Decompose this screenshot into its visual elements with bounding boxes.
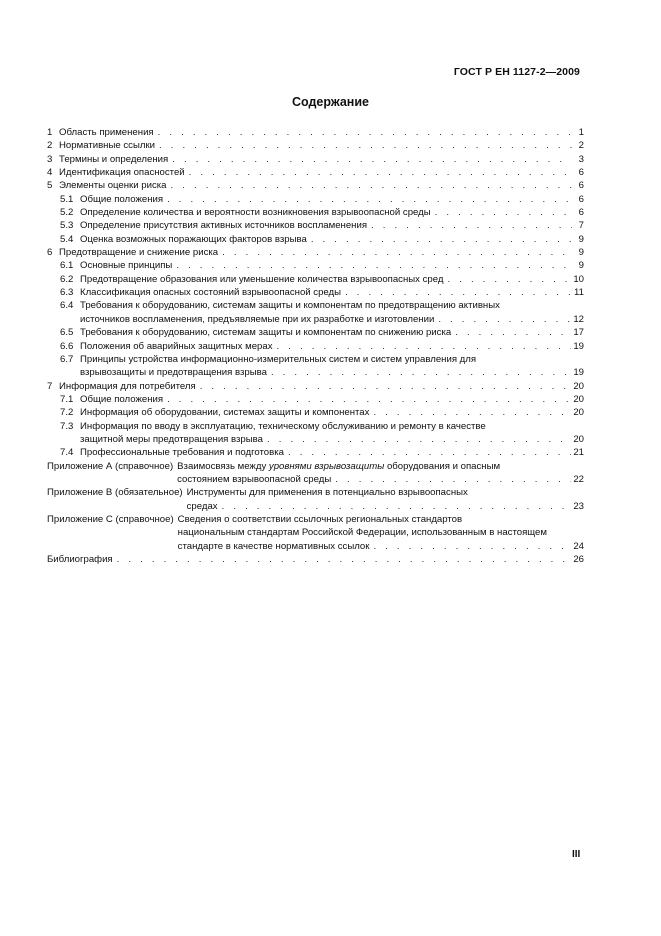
toc-entry-title: Область применения xyxy=(59,127,154,138)
dot-leader xyxy=(367,219,572,232)
toc-entry-number: 6.1 xyxy=(60,260,74,272)
toc-entry-6-2[interactable] xyxy=(47,273,584,286)
toc-entry-title: Профессиональные требования и подготовка xyxy=(80,447,284,459)
toc-entry-title: Положения об аварийных защитных мерах xyxy=(80,340,273,352)
toc-page-number: 7 xyxy=(578,220,584,232)
toc-entry-annex-a[interactable] xyxy=(47,460,584,487)
dot-leader xyxy=(273,340,572,353)
toc-page-number: 24 xyxy=(573,540,584,552)
toc-entry-title-line: Информация по вводу в эксплуатацию, техническому обслуживанию и ремонту в качестве xyxy=(80,420,486,432)
dot-leader xyxy=(113,553,572,566)
toc-entry-number: 6.7 xyxy=(60,353,74,365)
toc-entry-number: 6.6 xyxy=(60,340,74,352)
toc-entry-5[interactable] xyxy=(47,179,584,192)
toc-entry-annex-b[interactable] xyxy=(47,486,584,513)
dot-leader xyxy=(444,273,572,286)
toc-entry-6-4[interactable] xyxy=(47,299,584,326)
dot-leader xyxy=(172,259,572,272)
page-number: III xyxy=(572,849,581,860)
toc-page-number: 20 xyxy=(573,407,584,419)
toc-entry-number: 6.2 xyxy=(60,273,74,285)
toc-entry-number: 6.4 xyxy=(60,300,74,312)
toc-entry-title: Оценка возможных поражающих факторов взрыва xyxy=(80,233,307,245)
toc-entry-2[interactable] xyxy=(47,139,584,152)
dot-leader xyxy=(168,153,572,166)
toc-entry-title-line: Принципы устройства информационно-измерительных систем и систем управления для xyxy=(80,353,477,365)
toc-entry-title: Информация об оборудовании, системах защиты и компонентах xyxy=(80,407,370,419)
toc-entry-title: Определение присутствия активных источников воспламенения xyxy=(80,220,368,232)
toc-entry-title: Библиография xyxy=(47,554,113,565)
dot-leader xyxy=(154,126,572,139)
dot-leader xyxy=(284,446,571,459)
toc-page-number: 9 xyxy=(578,233,584,245)
dot-leader xyxy=(434,313,571,326)
page-title: Содержание xyxy=(291,95,369,109)
toc-page-number: 21 xyxy=(573,447,584,459)
dot-leader xyxy=(431,206,572,219)
toc-entry-3[interactable] xyxy=(47,153,584,166)
toc-entry-number: 6.5 xyxy=(60,327,74,339)
toc-entry-title-line: Сведения о соответствии ссылочных региональных стандартов xyxy=(177,513,463,525)
dot-leader xyxy=(185,166,572,179)
toc-entry-6-3[interactable] xyxy=(47,286,584,299)
toc-entry-4[interactable] xyxy=(47,166,584,179)
toc-entry-number: 7.4 xyxy=(60,447,74,459)
toc-page-number: 3 xyxy=(578,153,584,165)
toc-entry-number: 5.1 xyxy=(60,193,74,205)
toc-page-number: 19 xyxy=(573,367,584,379)
toc-entry-6-1[interactable] xyxy=(47,259,584,272)
dot-leader xyxy=(267,366,571,379)
toc-page-number: 9 xyxy=(578,247,584,259)
toc-page-number: 20 xyxy=(573,393,584,405)
toc-page-number: 26 xyxy=(573,554,584,565)
toc-entry-7-2[interactable] xyxy=(47,406,584,419)
toc-entry-title: Общие положения xyxy=(80,193,164,205)
toc-entry-title: Требования к оборудованию, системам защиты и компонентам по снижению риска xyxy=(80,327,452,339)
toc-page-number: 23 xyxy=(573,500,584,512)
toc-entry-number: 7.2 xyxy=(60,407,74,419)
toc-entry-title-line: защитной меры предотвращения взрыва xyxy=(80,433,263,445)
toc-entry-title: Нормативные ссылки xyxy=(59,140,156,152)
toc-entry-title: Информация для потребителя xyxy=(59,380,196,392)
toc-page-number: 1 xyxy=(578,127,584,138)
document-code: ГОСТ Р ЕН 1127-2—2009 xyxy=(453,66,580,78)
toc-entry-number: 1 xyxy=(47,127,53,138)
dot-leader xyxy=(263,433,571,446)
toc-page-number: 6 xyxy=(578,207,584,219)
toc-entry-number: 7.3 xyxy=(60,420,74,432)
dot-leader xyxy=(369,406,571,419)
toc-page-number: 6 xyxy=(578,180,584,192)
toc-page-number: 2 xyxy=(578,140,584,152)
toc-entry-title-line: Инструменты для применения в потенциально взрывоопасных xyxy=(186,487,468,499)
toc-page-number: 6 xyxy=(578,167,584,179)
toc-entry-6[interactable] xyxy=(47,246,584,259)
toc-entry-title-line: Взаимосвязь между уровнями взрывозащиты оборудования и опасным xyxy=(177,460,501,472)
toc-entry-number: 5.2 xyxy=(60,207,74,219)
dot-leader xyxy=(155,139,572,152)
toc-entry-title-line: Требования к оборудованию, системам защиты и компонентам по предотвращению активных xyxy=(80,300,500,312)
dot-leader xyxy=(163,193,572,206)
toc-entry-number: 6 xyxy=(47,247,53,259)
toc-entry-title-line: состоянием взрывоопасной среды xyxy=(177,473,332,485)
toc-entry-7[interactable] xyxy=(47,380,584,393)
toc-entry-number: 2 xyxy=(47,140,53,152)
annex-label: Приложение В (обязательное) xyxy=(47,487,183,499)
toc-entry-title: Термины и определения xyxy=(59,153,169,165)
toc-entry-title-line: взрывозащиты и предотвращения взрыва xyxy=(80,367,267,379)
toc-page-number: 12 xyxy=(573,313,584,325)
toc-entry-title: Общие положения xyxy=(80,393,164,405)
dot-leader xyxy=(341,286,572,299)
toc-entry-5-3[interactable] xyxy=(47,219,584,232)
toc-entry-6-5[interactable] xyxy=(47,326,584,339)
toc-entry-7-4[interactable] xyxy=(47,446,584,459)
toc-entry-title-line: средах xyxy=(186,500,218,512)
toc-entry-title: Классификация опасных состояний взрывоопасной среды xyxy=(80,287,342,299)
toc-entry-6-7[interactable] xyxy=(47,353,584,380)
toc-entry-6-6[interactable] xyxy=(47,340,584,353)
dot-leader xyxy=(167,179,572,192)
toc-page-number: 11 xyxy=(574,287,584,299)
toc-entry-number: 7 xyxy=(47,380,53,392)
dot-leader xyxy=(218,500,572,513)
toc-page-number: 20 xyxy=(573,433,584,445)
toc-entry-title: Основные принципы xyxy=(80,260,173,272)
toc-page-number: 20 xyxy=(573,380,584,392)
toc-entry-title-line: источников воспламенения, предъявляемые при их разработке и изготовлении xyxy=(80,313,435,325)
toc-page-number: 17 xyxy=(573,327,584,339)
dot-leader xyxy=(218,246,572,259)
toc-entry-1[interactable] xyxy=(47,126,584,139)
toc-entry-7-3[interactable] xyxy=(47,420,584,447)
toc-entry-title-line: стандарте в качестве нормативных ссылок xyxy=(177,540,370,552)
toc-entry-number: 6.3 xyxy=(60,287,74,299)
dot-leader xyxy=(331,473,571,486)
toc-entry-number: 5.3 xyxy=(60,220,74,232)
annex-label: Приложение С (справочное) xyxy=(47,513,174,525)
dot-leader xyxy=(196,380,572,393)
toc-entry-title: Определение количества и вероятности возникновения взрывоопасной среды xyxy=(80,207,431,219)
toc-entry-title-line: национальным стандартам Российской Федерации, использованным в настоящем xyxy=(177,527,547,539)
toc-entry-title: Предотвращение и снижение риска xyxy=(59,247,219,259)
annex-label: Приложение А (справочное) xyxy=(47,460,174,472)
toc-entry-5-2[interactable] xyxy=(47,206,584,219)
toc-entry-title: Элементы оценки риска xyxy=(59,180,167,192)
toc-entry-bibliography[interactable] xyxy=(47,553,584,566)
toc-page-number: 22 xyxy=(573,473,584,485)
toc-entry-number: 7.1 xyxy=(60,393,74,405)
toc-page-number: 6 xyxy=(578,193,584,205)
toc-entry-number: 5 xyxy=(47,180,53,192)
dot-leader xyxy=(451,326,571,339)
toc-entry-5-4[interactable] xyxy=(47,233,584,246)
dot-leader xyxy=(307,233,572,246)
toc-entry-number: 3 xyxy=(47,153,53,165)
toc-entry-5-1[interactable] xyxy=(47,193,584,206)
table-of-contents xyxy=(47,126,584,566)
dot-leader xyxy=(163,393,571,406)
toc-page-number: 10 xyxy=(573,273,584,285)
toc-entry-number: 4 xyxy=(47,167,53,179)
dot-leader xyxy=(369,540,571,553)
toc-entry-7-1[interactable] xyxy=(47,393,584,406)
toc-entry-title: Идентификация опасностей xyxy=(59,167,185,179)
toc-page-number: 9 xyxy=(578,260,584,272)
toc-page-number: 19 xyxy=(573,340,584,352)
toc-entry-title: Предотвращение образования или уменьшение количества взрывоопасных сред xyxy=(80,273,444,285)
toc-entry-number: 5.4 xyxy=(60,233,74,245)
toc-entry-annex-c[interactable] xyxy=(47,513,584,553)
